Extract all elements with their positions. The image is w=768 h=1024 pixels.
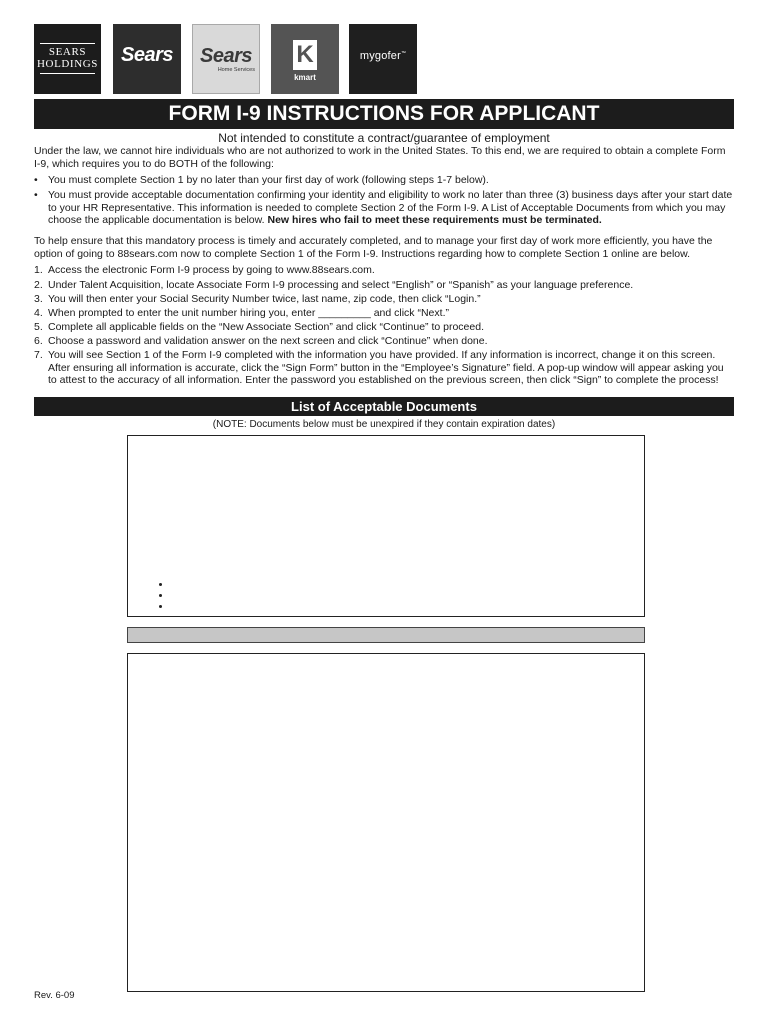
step-number: 7.	[34, 349, 43, 361]
step-number: 4.	[34, 307, 43, 319]
step-number: 3.	[34, 293, 43, 305]
bullet-dot	[159, 605, 162, 608]
sears-holdings-line1: SEARS	[48, 46, 87, 58]
bullet-dot	[159, 583, 162, 586]
step-text: You will see Section 1 of the Form I-9 completed with the information you have provided. If any information is incorrect, change it on this screen. After ensuring all information is accurate, click the “Sign Form” button in the “Employee’s Signature” field. A pop-up window will appear asking you to attest to the accuracy of all information. Enter the password you established on the previous screen, then click “Sign” to complete the process!	[48, 349, 724, 387]
sears-home-services-sub: Home Services	[217, 67, 255, 73]
sears-logo-word: Sears	[121, 44, 173, 66]
sears-holdings-logo	[34, 24, 101, 94]
step-text: When prompted to enter the unit number hiring you, enter _________ and click “Next.”	[48, 307, 449, 319]
intro-paragraph: Under the law, we cannot hire individuals who are not authorized to work in the United States. To this end, we are required to obtain a complete Form I-9, which requires you to do BOTH of the following:	[34, 145, 726, 170]
bullet-mark: •	[34, 189, 38, 201]
step-number: 5.	[34, 321, 43, 333]
documents-box-top	[127, 435, 645, 617]
documents-divider-bar	[127, 627, 645, 643]
revision-label: Rev. 6-09	[34, 990, 75, 1001]
step-number: 2.	[34, 279, 43, 291]
kmart-logo	[271, 24, 339, 94]
documents-note: (NOTE: Documents below must be unexpired if they contain expiration dates)	[212, 419, 556, 430]
help-paragraph: To help ensure that this mandatory process is timely and accurately completed, and to manage your first day of work more efficiently, you have the option of going to 88sears.com now to complete Section 1 of the Form I-9. Instructions regarding how to complete Section 1 online are below.	[34, 235, 713, 260]
sears-home-services-logo	[192, 24, 260, 94]
bullet-text: You must complete Section 1 by no later than your first day of work (following steps 1-7 below).	[48, 174, 489, 186]
documents-box-bottom	[127, 653, 645, 992]
documents-header: List of Acceptable Documents	[34, 397, 734, 416]
page-subtitle: Not intended to constitute a contract/guarantee of employment	[218, 131, 550, 145]
kmart-word: kmart	[294, 73, 316, 82]
step-text: Complete all applicable fields on the “New Associate Section” and click “Continue” to proceed.	[48, 321, 484, 333]
bullet-mark: •	[34, 174, 38, 186]
mygofer-word	[349, 50, 417, 62]
bullet-text	[48, 189, 734, 227]
step-number: 6.	[34, 335, 43, 347]
sears-holdings-line2: HOLDINGS	[36, 58, 99, 70]
step-text: Under Talent Acquisition, locate Associate Form I-9 processing and select “English” or “Spanish” as your language preference.	[48, 279, 634, 291]
bullet-item	[34, 189, 734, 229]
logo-rule-top	[40, 43, 95, 44]
step-text: Access the electronic Form I-9 process by going to www.88sears.com.	[48, 264, 375, 276]
sears-logo	[113, 24, 181, 94]
bullet-dot	[159, 594, 162, 597]
termination-warning: New hires who fail to meet these requirements must be terminated.	[267, 214, 602, 227]
mygofer-trademark: ™	[400, 50, 407, 57]
page-title: FORM I-9 INSTRUCTIONS FOR APPLICANT	[34, 99, 734, 129]
sears-home-services-word: Sears	[200, 45, 252, 67]
step-text: Choose a password and validation answer on the next screen and click “Continue” when done.	[48, 335, 488, 347]
bullet-text-main: You must provide acceptable documentation confirming your identity and eligibility to work no later than three (3) business days after your start date to your HR Representative. This information is needed to complete Section 2 of the Form I-9. A List of Acceptable Documents from which you may choose the applicable documentation is below.	[48, 189, 733, 227]
mygofer-name: mygofer	[359, 50, 401, 62]
step-text: You will then enter your Social Security Number twice, last name, zip code, then click “Login.”	[48, 293, 481, 305]
step-number: 1.	[34, 264, 43, 276]
mygofer-logo	[349, 24, 417, 94]
bullet-item	[34, 174, 734, 187]
kmart-k-mark: K	[293, 40, 317, 70]
logo-rule-bottom	[40, 73, 95, 74]
